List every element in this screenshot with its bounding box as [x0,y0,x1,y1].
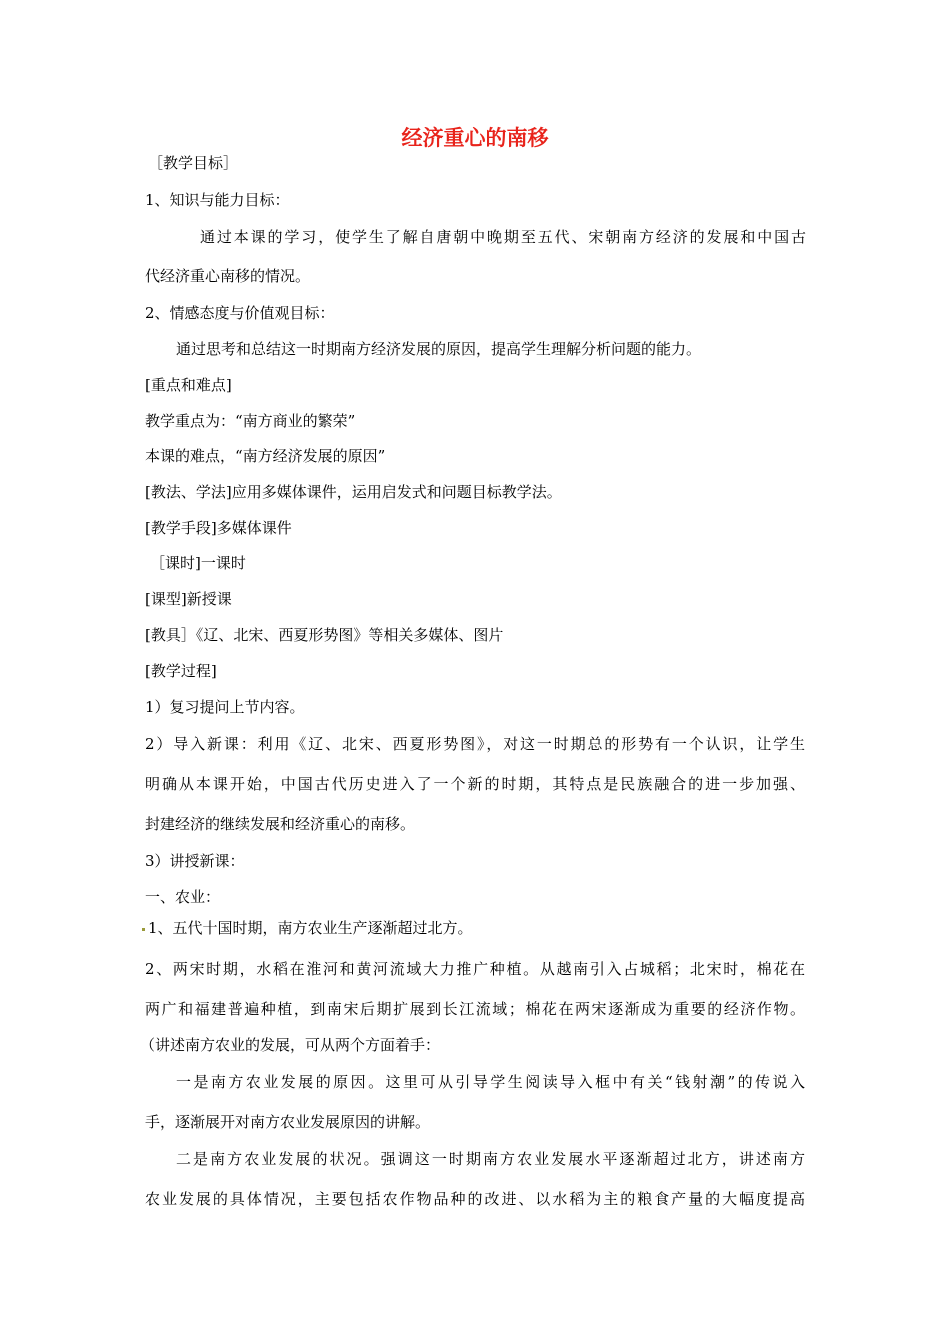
section-lesson-type: [课型]新授课 [145,590,232,608]
text-line: 明确从本课开始，中国古代历史进入了一个新的时期，其特点是民族融合的进一步加强、 [145,775,805,793]
text-line: 代经济重心南移的情况。 [145,267,311,285]
section-periods: ［课时]一课时 [150,554,246,572]
text-line: 1）复习提问上节内容。 [145,698,305,716]
text-line: 一是南方农业发展的原因。这里可从引导学生阅读导入框中有关“钱射潮”的传说入 [176,1073,805,1091]
section-tools: [教具］《辽、北宋、西夏形势图》等相关多媒体、图片 [145,626,504,644]
text-line: 手，逐渐展开对南方农业发展原因的讲解。 [145,1113,431,1131]
section-teaching-goals: ［教学目标］ [148,154,239,172]
text-line: 封建经济的继续发展和经济重心的南移。 [145,815,416,833]
text-line: 1、五代十国时期，南方农业生产逐渐超过北方。 [148,919,473,937]
text-line: 通过思考和总结这一时期南方经济发展的原因，提高学生理解分析问题的能力。 [176,340,702,358]
section-methods: [教法、学法]应用多媒体课件，运用启发式和问题目标教学法。 [145,483,562,501]
text-line: 1、知识与能力目标： [145,191,290,209]
stray-mark [142,928,145,931]
text-line: 2、两宋时期，水稻在淮河和黄河流域大力推广种植。从越南引入占城稻；北宋时，棉花在 [145,960,805,978]
text-line: 通过本课的学习，使学生了解自唐朝中晚期至五代、宋朝南方经济的发展和中国古 [200,228,806,246]
section-process: [教学过程] [145,662,217,680]
document-title: 经济重心的南移 [401,126,549,150]
section-agriculture: 一、农业： [145,888,221,906]
text-line: 农业发展的具体情况，主要包括农作物品种的改进、以水稻为主的粮食产量的大幅度提高 [145,1190,805,1208]
text-line: 二是南方农业发展的状况。强调这一时期南方农业发展水平逐渐超过北方，讲述南方 [176,1150,805,1168]
text-line: 3）讲授新课： [145,852,245,870]
section-means: [教学手段]多媒体课件 [145,519,292,537]
text-line: 本课的难点，“南方经济发展的原因” [145,447,386,465]
text-line: （讲述南方农业的发展，可从两个方面着手： [140,1036,441,1054]
section-key-points: [重点和难点] [145,376,232,394]
text-line: 两广和福建普遍种植，到南宋后期扩展到长江流域；棉花在两宋逐渐成为重要的经济作物。 [145,1000,805,1018]
text-line: 2、情感态度与价值观目标： [145,304,335,322]
text-line: 教学重点为：“南方商业的繁荣” [145,412,356,430]
text-line: 2）导入新课：利用《辽、北宋、西夏形势图》，对这一时期总的形势有一个认识，让学生 [145,735,805,753]
